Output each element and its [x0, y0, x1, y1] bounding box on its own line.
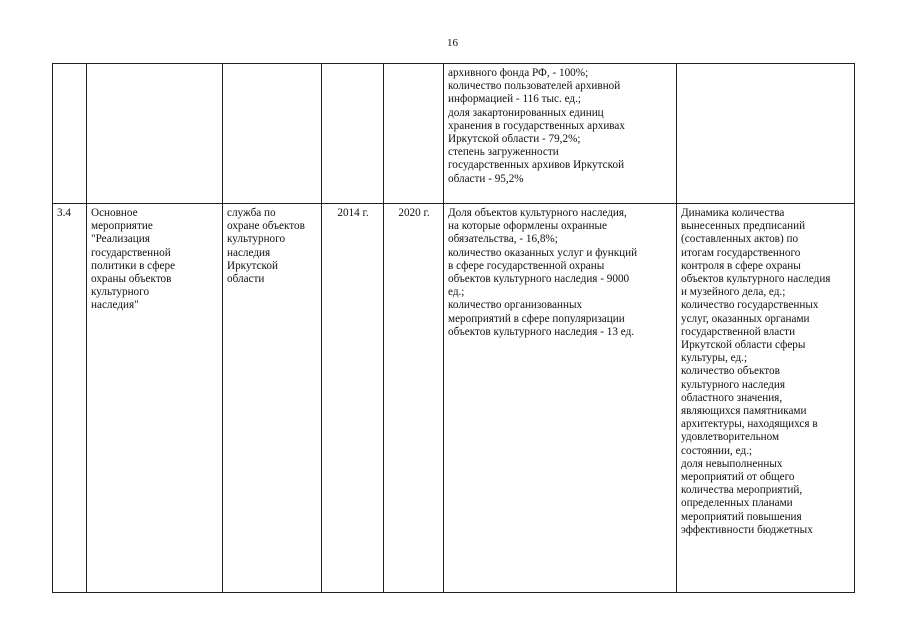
- cell-indicators-line: итогам государственного: [681, 246, 801, 259]
- cell-expected-results-line: ед.;: [448, 286, 465, 299]
- cell-indicators-line: государственной власти: [681, 325, 796, 338]
- cell-expected-results-line: архивного фонда РФ, - 100%;: [448, 67, 589, 79]
- cell-expected-results-line: Иркутской области - 79,2%;: [448, 133, 581, 146]
- cell-expected-results-line: объектов культурного наследия - 9000: [448, 273, 630, 286]
- cell-activity-name-line: мероприятие: [91, 220, 153, 233]
- cell-executor-line: наследия: [227, 246, 271, 259]
- cell-activity-name-line: политики в сфере: [91, 259, 176, 272]
- cell-activity-name-line: культурного: [91, 286, 150, 299]
- cell-executor-line: служба по: [227, 207, 276, 219]
- cell-indicators-line: количества мероприятий,: [681, 484, 803, 497]
- cell-indicators-line: вынесенных предписаний: [681, 220, 806, 233]
- cell-indicators-line: объектов культурного наследия: [681, 273, 831, 286]
- cell-expected-results: [444, 204, 677, 593]
- cell-expected-results-line: объектов культурного наследия - 13 ед.: [448, 325, 635, 338]
- cell-executor-line: культурного: [227, 233, 286, 246]
- cell-expected-results-line: информацией - 116 тыс. ед.;: [448, 93, 581, 106]
- cell-expected-results-line: степень загруженности: [448, 146, 559, 159]
- cell-indicators-line: и музейного дела, ед.;: [681, 286, 786, 299]
- table-row: [53, 204, 855, 593]
- cell-expected-results-line: количество пользователей архивной: [448, 80, 621, 93]
- cell-indicators-line: услуг, оказанных органами: [681, 312, 810, 325]
- cell-executor: [223, 204, 322, 593]
- cell-indicators-line: мероприятий повышения: [681, 510, 802, 523]
- cell-indicators-line: контроля в сфере охраны: [681, 259, 801, 272]
- cell-year-start: 2014 г.: [322, 204, 384, 593]
- cell-activity-name-line: "Реализация: [91, 233, 150, 246]
- cell-number: 3.4: [53, 204, 87, 593]
- cell-activity-name-line: охраны объектов: [91, 273, 172, 286]
- cell-expected-results-line: хранения в государственных архивах: [448, 119, 625, 132]
- cell-indicators-line: Иркутской области сферы: [681, 339, 806, 352]
- cell-expected-results: [444, 64, 677, 204]
- cell-indicators-line: (составленных актов) по: [681, 233, 799, 246]
- cell-executor-line: Иркутской: [227, 259, 278, 272]
- cell-activity-name: [87, 64, 223, 204]
- cell-activity-name-line: наследия": [91, 299, 139, 312]
- cell-indicators-line: эффективности бюджетных: [681, 523, 813, 536]
- program-table: [52, 63, 855, 593]
- cell-activity-name-line: государственной: [91, 246, 171, 259]
- cell-indicators-line: Динамика количества: [681, 207, 785, 219]
- cell-indicators-line: количество государственных: [681, 299, 819, 312]
- cell-expected-results-line: на которые оформлены охранные: [448, 220, 607, 233]
- cell-executor: [223, 64, 322, 204]
- cell-indicators-line: архитектуры, находящихся в: [681, 418, 818, 431]
- cell-expected-results-line: количество организованных: [448, 299, 583, 312]
- cell-indicators: [677, 204, 855, 593]
- cell-indicators-line: культуры, ед.;: [681, 352, 748, 365]
- cell-year-end: [384, 64, 444, 204]
- cell-expected-results-line: в сфере государственной охраны: [448, 259, 605, 272]
- cell-expected-results-line: государственных архивов Иркутской: [448, 159, 625, 172]
- cell-executor-line: охране объектов: [227, 220, 305, 233]
- cell-expected-results-line: доля закартонированных единиц: [448, 106, 604, 119]
- page-number: 16: [447, 37, 458, 49]
- cell-indicators-line: определенных планами: [681, 497, 793, 510]
- cell-expected-results-line: количество оказанных услуг и функций: [448, 246, 638, 259]
- cell-activity-name-line: Основное: [91, 207, 138, 219]
- cell-indicators-line: являющихся памятниками: [681, 405, 807, 418]
- table-row: [53, 64, 855, 204]
- cell-executor-line: области: [227, 273, 265, 286]
- cell-indicators-line: состоянии, ед.;: [681, 444, 753, 457]
- cell-indicators-line: областного значения,: [681, 391, 783, 404]
- cell-indicators-line: культурного наследия: [681, 378, 785, 391]
- cell-activity-name: [87, 204, 223, 593]
- cell-number: [53, 64, 87, 204]
- cell-expected-results-line: Доля объектов культурного наследия,: [448, 207, 627, 219]
- cell-year-start: [322, 64, 384, 204]
- cell-expected-results-line: мероприятий в сфере популяризации: [448, 312, 625, 325]
- cell-expected-results-line: обязательства, - 16,8%;: [448, 233, 558, 246]
- cell-year-end: 2020 г.: [384, 204, 444, 593]
- cell-indicators-line: мероприятий от общего: [681, 471, 795, 484]
- cell-indicators-line: доля невыполненных: [681, 457, 783, 470]
- cell-indicators-line: количество объектов: [681, 365, 780, 378]
- cell-indicators: [677, 64, 855, 204]
- cell-indicators-line: удовлетворительном: [681, 431, 780, 444]
- cell-expected-results-line: области - 95,2%: [448, 172, 524, 185]
